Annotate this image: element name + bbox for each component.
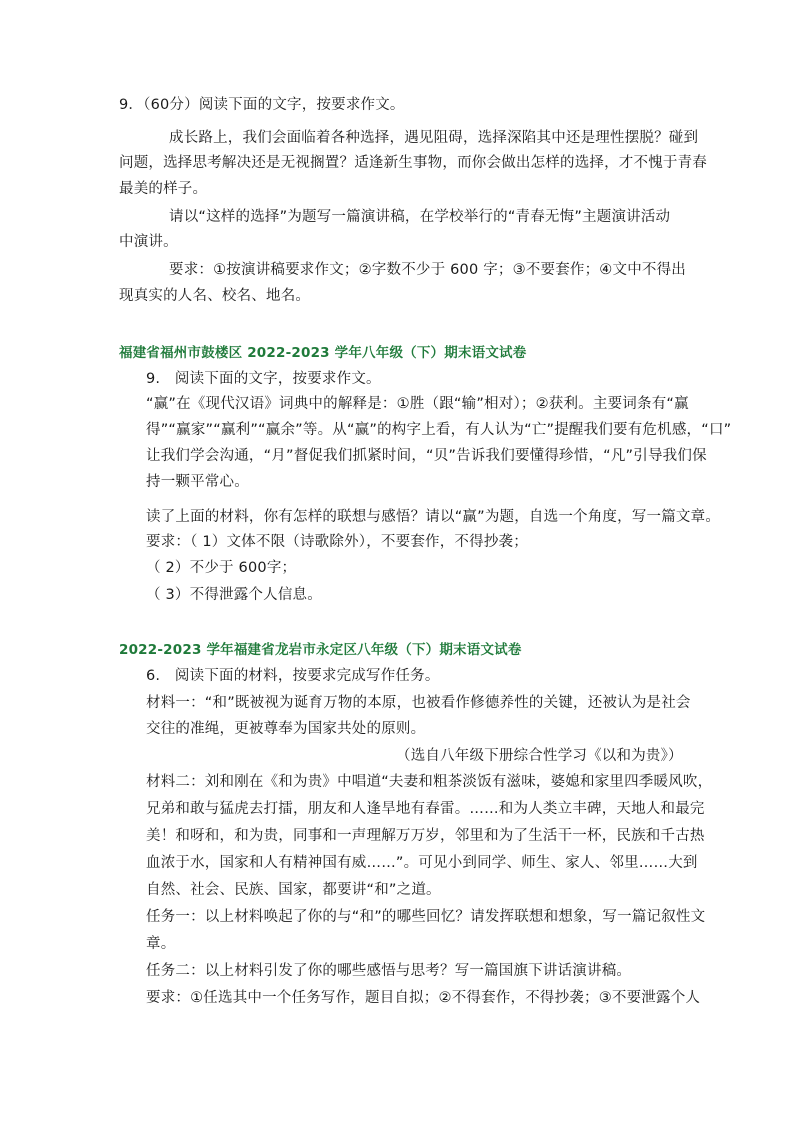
paragraph-line: 最美的样子。 [119,181,208,197]
section-heading-fuzhou: 福建省福州市鼓楼区 2022-2023 学年八年级（下）期末语文试卷 [119,345,527,361]
section-heading-longyan: 2022-2023 学年福建省龙岩市永定区八年级（下）期末语文试卷 [119,642,522,658]
requirements-line: 现真实的人名、校名、地名。 [119,288,311,304]
material-source: （选自八年级下册综合性学习《以和为贵》） [396,748,683,764]
material-two-line: 自然、社会、民族、国家，都要讲“和”之道。 [146,882,441,898]
material-one-line: 材料一：“和”既被视为诞育万物的本原，也被看作修德养性的关键，还被认为是社会 [146,695,691,711]
requirements-line: 要求：（ 1）文体不限（诗歌除外），不要套作，不得抄袭； [146,534,528,550]
paragraph-line: 得”“赢家”“赢利”“赢余”等。从“赢”的构字上看，有人认为“亡”提醒我们要有危机感，“口” [146,422,732,438]
material-two-line: 兄弟和敢与猛虎去打擂，朋友和人逢旱地有春雷。……和为人类立丰碑，天地人和最完 [146,801,705,817]
paragraph-line: 让我们学会沟通，“月”督促我们抓紧时间，“贝”告诉我们要懂得珍惜，“凡”引导我们保 [146,448,707,464]
material-two-line: 血浓于水，国家和人有精神国有威……”。可见小到同学、师生、家人、邻里……大到 [146,855,698,871]
question-6-stem: 6. 阅读下面的材料，按要求完成写作任务。 [146,668,440,684]
task-two-line: 任务二：以上材料引发了你的哪些感悟与思考？写一篇国旗下讲话演讲稿。 [146,963,632,979]
paragraph-line: “赢”在《现代汉语》词典中的解释是：①胜（跟“输”相对）；②获利。主要词条有“赢 [146,396,689,412]
material-two-line: 材料二：刘和刚在《和为贵》中唱道“夫妻和粗茶淡饭有滋味，婆媳和家里四季暖风吹， [146,774,713,790]
paragraph-line: 请以“这样的选择”为题写一篇演讲稿，在学校举行的“青春无悔”主题演讲活动 [169,209,671,225]
paragraph-line: 问题，选择思考解决还是无视搁置？适逢新生事物，而你会做出怎样的选择，才不愧于青春 [119,155,707,171]
material-one-line: 交往的准绳，更被尊奉为国家共处的原则。 [146,721,426,737]
requirements-line: 要求：①按演讲稿要求作文；②字数不少于 600 字；③不要套作；④文中不得出 [169,262,686,278]
task-one-line: 任务一：以上材料唤起了你的与“和”的哪些回忆？请发挥联想和想象，写一篇记叙性文 [146,909,706,925]
material-two-line: 美！和呀和，和为贵，同事和一声理解万万岁，邻里和为了生活干一杯，民族和千古热 [146,828,705,844]
question-9-stem: 9．（60分）阅读下面的文字，按要求作文。 [119,97,405,113]
paragraph-line: 中演讲。 [119,234,178,250]
question-9-stem: 9. 阅读下面的文字，按要求作文。 [146,371,381,387]
paragraph-line: 成长路上，我们会面临着各种选择，遇见阻碍，选择深陷其中还是理性摆脱？碰到 [169,130,699,146]
paragraph-line: 读了上面的材料，你有怎样的联想与感悟？请以“赢”为题，自选一个角度，写一篇文章。 [146,509,721,525]
paragraph-line: 持一颗平常心。 [146,474,249,490]
requirements-line: 要求：①任选其中一个任务写作，题目自拟；②不得套作，不得抄袭；③不要泄露个人 [146,990,701,1006]
requirements-line: （ 2）不少于 600字； [146,560,297,576]
requirements-line: （ 3）不得泄露个人信息。 [146,587,322,603]
task-one-line: 章。 [146,936,176,952]
